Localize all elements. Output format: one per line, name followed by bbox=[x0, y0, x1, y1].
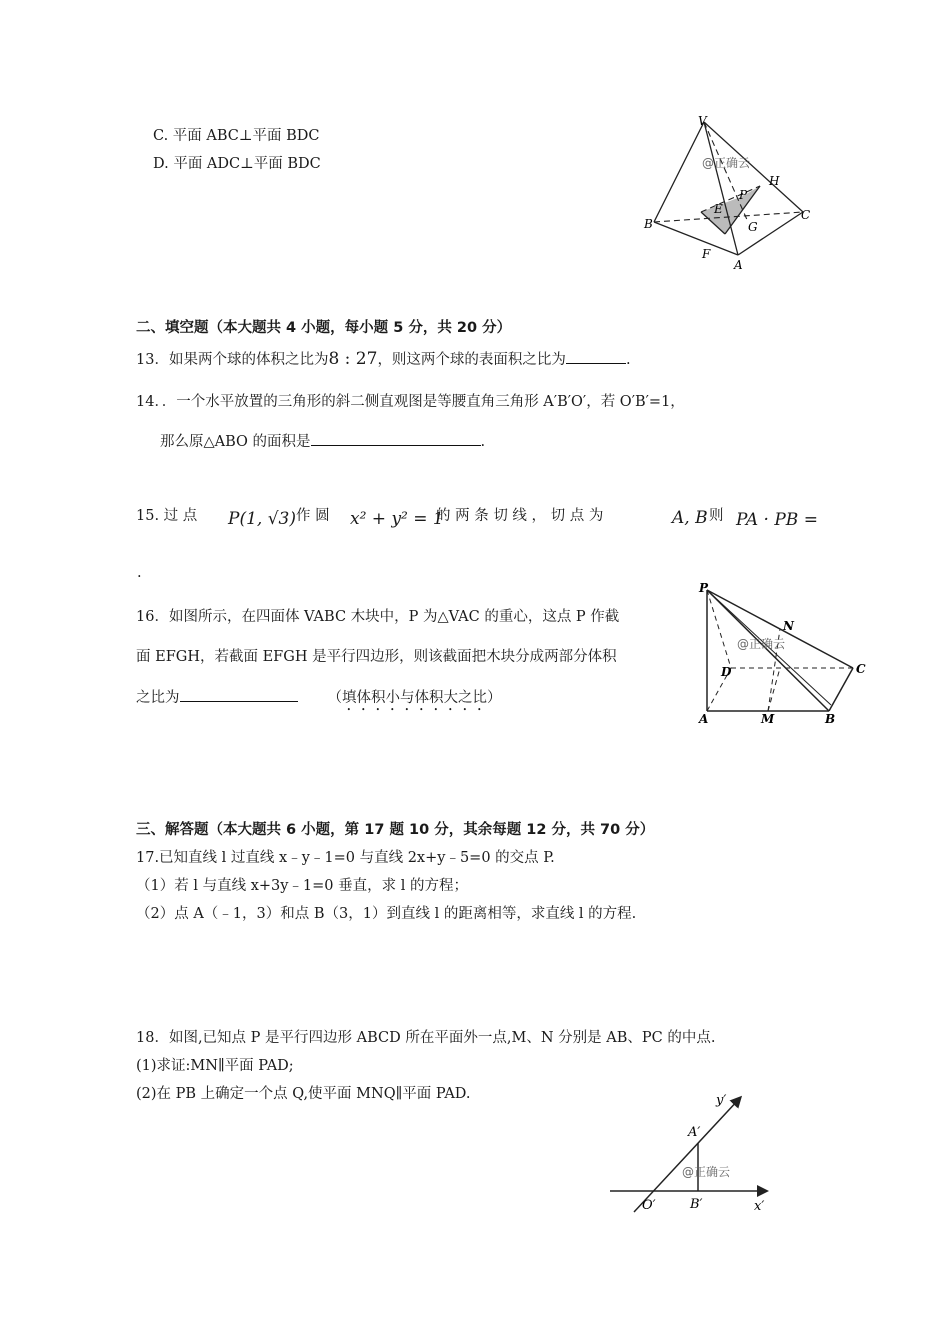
watermark: @正确云 bbox=[702, 156, 751, 170]
oblique-axes-figure bbox=[606, 1088, 796, 1222]
question-17-part1: （1）若 l 与直线 x+3y﹣1=0 垂直，求 l 的方程； bbox=[136, 878, 468, 894]
q16-prefix: 之比为 bbox=[136, 690, 180, 706]
section3-heading: 三、解答题（本大题共 6 小题，第 17 题 10 分，其余每题 12 分，共 70 分） bbox=[136, 822, 655, 838]
label-c: C bbox=[801, 208, 811, 222]
q16-note: （填体积小与体积大之比） bbox=[327, 690, 502, 706]
q15-p1: 15. 过 点 bbox=[136, 508, 198, 524]
q15-p2: 作 圆 bbox=[296, 508, 330, 524]
question-16-line2: 面 EFGH，若截面 EFGH 是平行四边形，则该截面把木块分成两部分体积 bbox=[136, 649, 617, 665]
question-14-line1: 14．．一个水平放置的三角形的斜二侧直观图是等腰直角三角形 A′B′O′，若 O′B′=1， bbox=[136, 394, 685, 410]
pyramid-figure bbox=[693, 580, 873, 730]
watermark: @正确云 bbox=[737, 637, 786, 651]
q13-suffix: ，则这两个球的表面积之比为 bbox=[377, 352, 566, 368]
label-x-axis: x′ bbox=[754, 1199, 765, 1214]
question-14-line2 bbox=[160, 430, 485, 451]
question-16-line3 bbox=[136, 686, 502, 714]
label-m: M bbox=[761, 712, 775, 726]
q14-answer-blank[interactable] bbox=[311, 431, 481, 446]
tetrahedron-figure bbox=[638, 112, 818, 280]
q16-answer-blank[interactable] bbox=[180, 687, 298, 702]
label-p: P bbox=[699, 581, 709, 595]
label-f: F bbox=[702, 247, 711, 261]
section2-heading: 二、填空题（本大题共 4 小题，每小题 5 分，共 20 分） bbox=[136, 320, 512, 336]
watermark: @正确云 bbox=[682, 1165, 731, 1179]
q15-product: PA · PB = bbox=[736, 510, 818, 530]
label-b: B bbox=[825, 712, 836, 726]
label-p: P bbox=[739, 188, 748, 202]
label-y-axis: y′ bbox=[716, 1093, 727, 1108]
question-17-part2: （2）点 A（﹣1，3）和点 B（3，1）到直线 l 的距离相等，求直线 l 的方程. bbox=[136, 906, 637, 922]
q13-answer-blank[interactable] bbox=[566, 349, 626, 364]
question-18-part1: (1)求证:MN∥平面 PAD; bbox=[136, 1058, 294, 1074]
label-h: H bbox=[769, 174, 780, 188]
label-a-prime: A′ bbox=[688, 1125, 701, 1140]
question-18-stem: 18．如图,已知点 P 是平行四边形 ABCD 所在平面外一点,M、N 分别是 AB、PC 的中点. bbox=[136, 1030, 716, 1046]
q15-p3: 的 两 条 切 线 ， 切 点 为 bbox=[436, 508, 604, 524]
q15-point: P(1, √3) bbox=[228, 509, 296, 529]
label-b-prime: B′ bbox=[690, 1197, 703, 1212]
q15-circle: x² + y² = 1 bbox=[350, 509, 444, 529]
label-d: D bbox=[721, 665, 732, 679]
q13-ratio: 8 : 27 bbox=[328, 349, 378, 369]
label-n: N bbox=[783, 619, 794, 633]
q13-end: . bbox=[625, 352, 631, 368]
q14-prefix: 那么原△ABO 的面积是 bbox=[160, 434, 311, 450]
q15-ab: A, B bbox=[672, 508, 708, 528]
q15-p4: 则 bbox=[709, 508, 724, 524]
question-18-part2: (2)在 PB 上确定一个点 Q,使平面 MNQ∥平面 PAD. bbox=[136, 1086, 471, 1102]
label-c: C bbox=[856, 662, 866, 676]
question-16-line1: 16．如图所示，在四面体 VABC 木块中，P 为△VAC 的重心，这点 P 作截 bbox=[136, 609, 620, 625]
q14-end: . bbox=[480, 434, 486, 450]
label-o-prime: O′ bbox=[642, 1198, 656, 1213]
label-b: B bbox=[644, 217, 653, 231]
q13-prefix: 13．如果两个球的体积之比为 bbox=[136, 352, 329, 368]
label-a: A bbox=[734, 258, 743, 272]
label-e: E bbox=[714, 202, 723, 216]
question-17-stem: 17.已知直线 l 过直线 x﹣y﹣1=0 与直线 2x+y﹣5=0 的交点 P. bbox=[136, 850, 555, 866]
label-v: V bbox=[698, 114, 707, 128]
option-c: C. 平面 ABC⊥平面 BDC bbox=[153, 128, 320, 144]
question-13 bbox=[136, 348, 631, 369]
label-g: G bbox=[748, 220, 758, 234]
label-a: A bbox=[699, 712, 709, 726]
option-d: D. 平面 ADC⊥平面 BDC bbox=[153, 156, 321, 172]
q15-end: . bbox=[137, 565, 142, 581]
